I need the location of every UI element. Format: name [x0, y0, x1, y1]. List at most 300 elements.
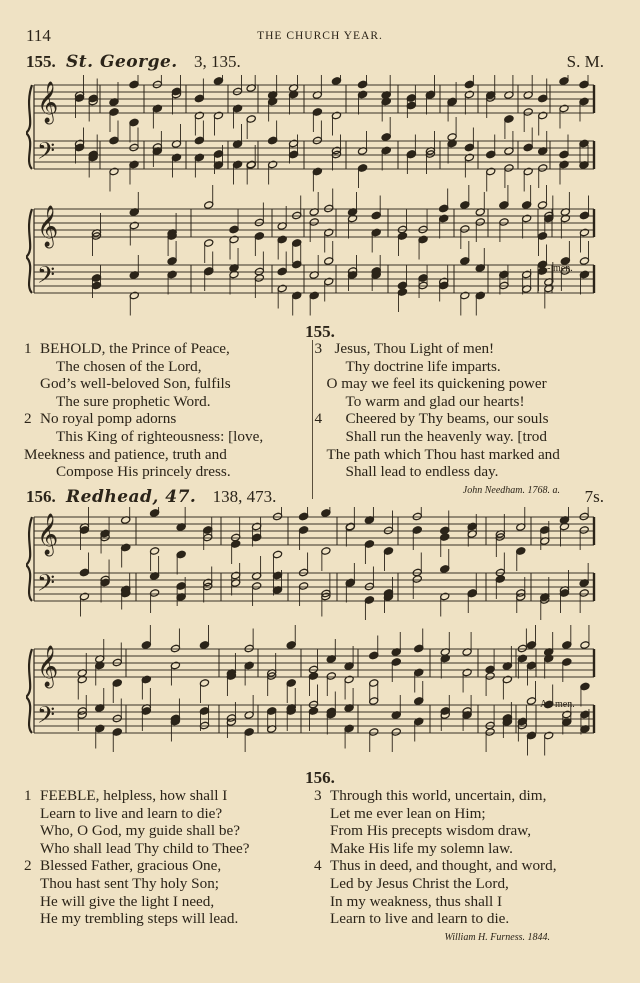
verses-left-column — [24, 340, 312, 499]
verse-line: From His precepts wisdom draw, — [330, 822, 532, 840]
note-head — [371, 228, 381, 237]
tune-name: Redhead, 47. — [66, 487, 197, 507]
note-head — [292, 291, 302, 300]
note-head — [324, 228, 334, 237]
verse-number: 2 — [24, 857, 32, 875]
staff — [34, 517, 594, 545]
hymn-number-heading: 156. — [305, 768, 335, 787]
verse-line: Make His life my solemn law. — [330, 839, 513, 857]
note-head — [152, 104, 162, 113]
note-head — [544, 731, 554, 740]
note-head — [321, 547, 331, 556]
music-score-hymn-156 — [26, 507, 600, 767]
music-score-hymn-155 — [26, 75, 600, 325]
amen-label: A - men. — [538, 263, 573, 274]
note-head — [112, 658, 122, 667]
note-head — [150, 589, 160, 598]
note-head — [523, 167, 533, 176]
verse-2 — [24, 410, 312, 480]
note-head — [129, 160, 139, 169]
note-head — [526, 697, 536, 706]
verse-line: To warm and glad our hearts! — [345, 392, 525, 410]
amen-label: A - men. — [540, 699, 575, 710]
note-head — [167, 257, 177, 266]
verse-3 — [313, 340, 601, 410]
note-head — [254, 218, 264, 227]
note-head — [345, 522, 355, 531]
note-head — [232, 87, 242, 96]
system-brace — [26, 517, 32, 601]
note-head — [516, 547, 526, 556]
verses-left-column — [24, 787, 312, 946]
note-head — [170, 661, 180, 670]
note-head — [299, 582, 309, 591]
note-head — [321, 509, 331, 518]
note-head — [364, 582, 374, 591]
note-head — [121, 543, 131, 552]
note-head — [345, 578, 355, 587]
note-head — [412, 512, 422, 521]
hymn-156-verses — [24, 787, 600, 946]
bass-clef: 𝄢 — [37, 261, 56, 294]
verse-line: No royal pomp adorns — [40, 410, 177, 428]
verse-line: Who shall lead Thy child to Thee? — [40, 839, 250, 857]
running-head: THE CHURCH YEAR. — [257, 30, 383, 42]
note-head — [381, 146, 391, 155]
note-head — [308, 707, 318, 716]
note-head — [447, 97, 457, 106]
note-head — [499, 218, 509, 227]
author-attribution: William H. Furness. 1844. — [444, 931, 550, 943]
verse-line: Shall lead to endless day. — [345, 463, 499, 481]
note-head — [150, 509, 160, 518]
note-head — [414, 697, 424, 706]
note-head — [414, 668, 424, 677]
note-head — [141, 641, 151, 650]
note-head — [391, 728, 401, 737]
note-head — [485, 672, 495, 681]
note-head — [499, 281, 509, 290]
hymn-number: 155. — [26, 52, 56, 71]
verse-line: The chosen of the Lord, — [56, 357, 202, 375]
note-head — [537, 232, 547, 241]
note-head — [381, 97, 391, 106]
note-head — [464, 80, 474, 89]
note-head — [369, 728, 379, 737]
note-head — [522, 201, 532, 210]
verse-3 — [312, 787, 600, 857]
note-head — [232, 104, 242, 113]
note-head — [383, 547, 393, 556]
note-head — [464, 153, 474, 162]
note-head — [129, 80, 139, 89]
verse-line: He my trembling steps will lead. — [40, 910, 239, 928]
note-head — [364, 596, 374, 605]
note-head — [517, 644, 527, 653]
note-head — [579, 97, 589, 106]
staff — [34, 265, 594, 293]
note-head — [231, 571, 241, 580]
note-head — [292, 260, 302, 269]
system-brace — [26, 85, 32, 169]
note-head — [288, 139, 298, 148]
note-head — [538, 164, 548, 173]
note-head — [141, 675, 151, 684]
note-head — [204, 201, 214, 210]
note-head — [232, 160, 242, 169]
note-head — [418, 274, 428, 283]
verse-2 — [24, 857, 312, 927]
tune-references: 138, 473. — [212, 487, 277, 506]
note-head — [112, 728, 122, 737]
note-head — [369, 679, 379, 688]
verse-line: Thus in deed, and thought, and word, — [330, 857, 557, 875]
note-head — [129, 291, 139, 300]
note-head — [460, 257, 470, 266]
note-head — [580, 641, 590, 650]
note-head — [579, 270, 589, 279]
page-number: 114 — [26, 26, 51, 45]
note-head — [252, 582, 262, 591]
note-head — [246, 115, 256, 124]
verse-line: Learn to live and learn to die. — [330, 910, 510, 928]
note-head — [485, 728, 495, 737]
note-head — [418, 281, 428, 290]
note-head — [246, 160, 256, 169]
note-head — [252, 533, 262, 542]
verse-line: God’s well-beloved Son, fulfils — [40, 375, 231, 393]
note-head — [464, 143, 474, 152]
note-head — [167, 270, 177, 279]
note-head — [112, 679, 122, 688]
note-head — [412, 526, 422, 535]
note-head — [579, 512, 589, 521]
verse-number: 1 — [24, 787, 32, 804]
note-head — [288, 150, 298, 159]
note-head — [254, 232, 264, 241]
note-head — [381, 133, 391, 142]
note-head — [199, 707, 209, 716]
note-head — [199, 679, 209, 688]
note-head — [499, 270, 509, 279]
note-head — [357, 164, 367, 173]
note-head — [464, 90, 474, 99]
note-head — [467, 589, 477, 598]
note-head — [406, 94, 416, 103]
note-head — [414, 644, 424, 653]
treble-clef: 𝄞 — [37, 206, 59, 247]
note-head — [288, 90, 298, 99]
note-head — [95, 661, 105, 670]
note-head — [252, 522, 262, 531]
note-head — [504, 164, 514, 173]
note-head — [357, 80, 367, 89]
note-head — [109, 108, 119, 117]
note-head — [229, 235, 239, 244]
note-head — [460, 201, 470, 210]
note-head — [397, 288, 407, 297]
note-head — [460, 225, 470, 234]
note-head — [268, 136, 278, 145]
author-attribution: John Needham. 1768. a. — [462, 484, 560, 496]
note-head — [299, 568, 309, 577]
note-head — [309, 291, 319, 300]
note-head — [559, 522, 569, 531]
note-head — [194, 153, 204, 162]
note-head — [526, 661, 536, 670]
note-head — [559, 104, 569, 113]
verse-number: 3 — [314, 787, 322, 804]
hymn-number: 156. — [26, 487, 56, 506]
note-head — [579, 228, 589, 237]
note-head — [495, 575, 505, 584]
note-head — [170, 644, 180, 653]
note-head — [580, 710, 590, 719]
note-head — [560, 214, 570, 223]
note-head — [579, 211, 589, 220]
bass-clef: 𝄢 — [37, 569, 56, 602]
verse-line: The path which Thou hast marked and — [326, 445, 560, 463]
note-head — [79, 568, 89, 577]
verse-line: FEEBLE, helpless, how shall I — [40, 787, 228, 804]
verse-number: 4 — [314, 410, 323, 428]
note-head — [357, 90, 367, 99]
note-head — [176, 550, 186, 559]
hymn-155-verses — [24, 340, 600, 499]
note-head — [194, 94, 204, 103]
note-head — [523, 143, 533, 152]
note-head — [475, 291, 485, 300]
verse-4 — [312, 857, 600, 927]
note-head — [412, 575, 422, 584]
note-head — [579, 589, 589, 598]
note-head — [580, 682, 590, 691]
note-head — [277, 284, 287, 293]
verse-line: The sure prophetic Word. — [56, 392, 211, 410]
note-head — [447, 139, 457, 148]
staff — [34, 573, 594, 601]
note-head — [267, 707, 277, 716]
verse-number: 4 — [314, 857, 322, 875]
note-head — [538, 111, 548, 120]
note-head — [277, 235, 287, 244]
tune-name: St. George. — [66, 52, 178, 72]
verses-right-column — [312, 787, 600, 946]
note-head — [129, 143, 139, 152]
verse-line: BEHOLD, the Prince of Peace, — [40, 340, 230, 357]
verse-line: Compose His princely dress. — [56, 463, 231, 481]
note-head — [244, 728, 254, 737]
hymn-155-heading — [26, 52, 604, 72]
note-head — [286, 641, 296, 650]
note-head — [229, 270, 239, 279]
note-head — [460, 291, 470, 300]
treble-clef: 𝄞 — [37, 82, 59, 123]
note-head — [418, 235, 428, 244]
verse-line: Meekness and patience, truth and — [24, 445, 227, 463]
treble-clef: 𝄞 — [37, 646, 59, 687]
note-head — [522, 214, 532, 223]
note-head — [406, 150, 416, 159]
note-head — [203, 526, 213, 535]
verse-line: Learn to live and learn to die? — [40, 804, 223, 822]
verse-line: In my weakness, thus shall I — [330, 892, 503, 910]
hymn-156-heading — [26, 487, 604, 507]
treble-clef: 𝄞 — [37, 514, 59, 555]
note-head — [272, 571, 282, 580]
verse-line: Cheered by Thy beams, our souls — [345, 410, 549, 428]
note-head — [309, 218, 319, 227]
verse-4 — [313, 410, 601, 480]
note-head — [499, 201, 509, 210]
verse-line: Thou hast sent Thy holy Son; — [40, 874, 220, 892]
note-head — [91, 281, 101, 290]
note-head — [502, 675, 512, 684]
note-head — [254, 274, 264, 283]
verse-line: Led by Jesus Christ the Lord, — [330, 874, 509, 892]
system-brace — [26, 209, 32, 293]
verse-number: 3 — [314, 340, 323, 357]
note-head — [308, 672, 318, 681]
note-head — [194, 136, 204, 145]
note-head — [344, 675, 354, 684]
note-head — [504, 115, 514, 124]
note-head — [440, 565, 450, 574]
note-head — [364, 540, 374, 549]
note-head — [194, 111, 204, 120]
note-head — [77, 675, 87, 684]
note-head — [203, 533, 213, 542]
note-head — [467, 522, 477, 531]
note-head — [439, 214, 449, 223]
note-head — [199, 721, 209, 730]
note-head — [517, 654, 527, 663]
note-head — [213, 150, 223, 159]
bass-clef: 𝄢 — [37, 137, 56, 170]
verse-1 — [24, 340, 312, 410]
note-head — [559, 150, 569, 159]
note-head — [292, 211, 302, 220]
note-head — [562, 641, 572, 650]
note-head — [150, 547, 160, 556]
note-head — [204, 239, 214, 248]
note-head — [324, 204, 334, 213]
verse-line: Who, O God, my guide shall be? — [40, 822, 240, 840]
note-head — [579, 257, 589, 266]
note-head — [475, 218, 485, 227]
hymn-number-heading: 155. — [305, 322, 335, 341]
note-head — [171, 153, 181, 162]
note-head — [537, 201, 547, 210]
note-head — [299, 512, 309, 521]
note-head — [369, 651, 379, 660]
verse-line: O may we feel its quickening power — [326, 375, 547, 393]
note-head — [91, 274, 101, 283]
verse-line: This King of righteousness: [love, — [56, 427, 264, 445]
system-brace — [26, 649, 32, 733]
note-head — [418, 225, 428, 234]
note-head — [213, 77, 223, 86]
note-head — [562, 658, 572, 667]
note-head — [486, 167, 496, 176]
note-head — [286, 679, 296, 688]
note-head — [312, 108, 322, 117]
verses-right-column — [312, 340, 601, 499]
note-head — [152, 80, 162, 89]
note-head — [344, 724, 354, 733]
note-head — [129, 118, 139, 127]
note-head — [268, 97, 278, 106]
note-head — [440, 654, 450, 663]
note-head — [331, 77, 341, 86]
verse-1 — [24, 787, 312, 857]
note-head — [579, 526, 589, 535]
verse-line: Thy doctrine life imparts. — [345, 357, 501, 375]
bass-clef: 𝄢 — [37, 701, 56, 734]
note-head — [324, 257, 334, 266]
note-head — [347, 214, 357, 223]
note-head — [559, 160, 569, 169]
note-head — [559, 77, 569, 86]
note-head — [371, 211, 381, 220]
note-head — [462, 668, 472, 677]
note-head — [231, 540, 241, 549]
staff — [34, 209, 594, 237]
note-head — [331, 111, 341, 120]
verse-line: Let me ever lean on Him; — [330, 804, 486, 822]
note-head — [486, 150, 496, 159]
note-head — [312, 167, 322, 176]
note-head — [292, 239, 302, 248]
note-head — [277, 267, 287, 276]
note-head — [326, 672, 336, 681]
note-head — [109, 167, 119, 176]
note-head — [369, 697, 379, 706]
note-head — [526, 731, 536, 740]
note-head — [562, 710, 572, 719]
note-head — [579, 80, 589, 89]
note-head — [112, 714, 122, 723]
note-head — [523, 108, 533, 117]
note-head — [397, 232, 407, 241]
note-head — [229, 225, 239, 234]
note-head — [213, 111, 223, 120]
verse-line: Blessed Father, gracious One, — [40, 857, 222, 875]
note-head — [109, 136, 119, 145]
meter: S. M. — [566, 52, 604, 71]
verse-line: Jesus, Thou Light of men! — [334, 340, 495, 357]
note-head — [79, 592, 89, 601]
note-head — [324, 277, 334, 286]
note-head — [129, 221, 139, 230]
note-head — [272, 550, 282, 559]
note-head — [579, 139, 589, 148]
note-head — [299, 526, 309, 535]
note-head — [268, 160, 278, 169]
note-head — [383, 526, 393, 535]
note-head — [544, 654, 554, 663]
note-head — [440, 592, 450, 601]
meter: 7s. — [584, 487, 604, 506]
note-head — [414, 717, 424, 726]
verse-line: Shall run the heavenly way. [trod — [345, 427, 547, 445]
note-head — [522, 270, 532, 279]
verse-line: He will give the light I need, — [40, 892, 215, 910]
note-head — [244, 661, 254, 670]
verse-number: 1 — [24, 340, 32, 357]
note-head — [526, 641, 536, 650]
note-head — [538, 94, 548, 103]
